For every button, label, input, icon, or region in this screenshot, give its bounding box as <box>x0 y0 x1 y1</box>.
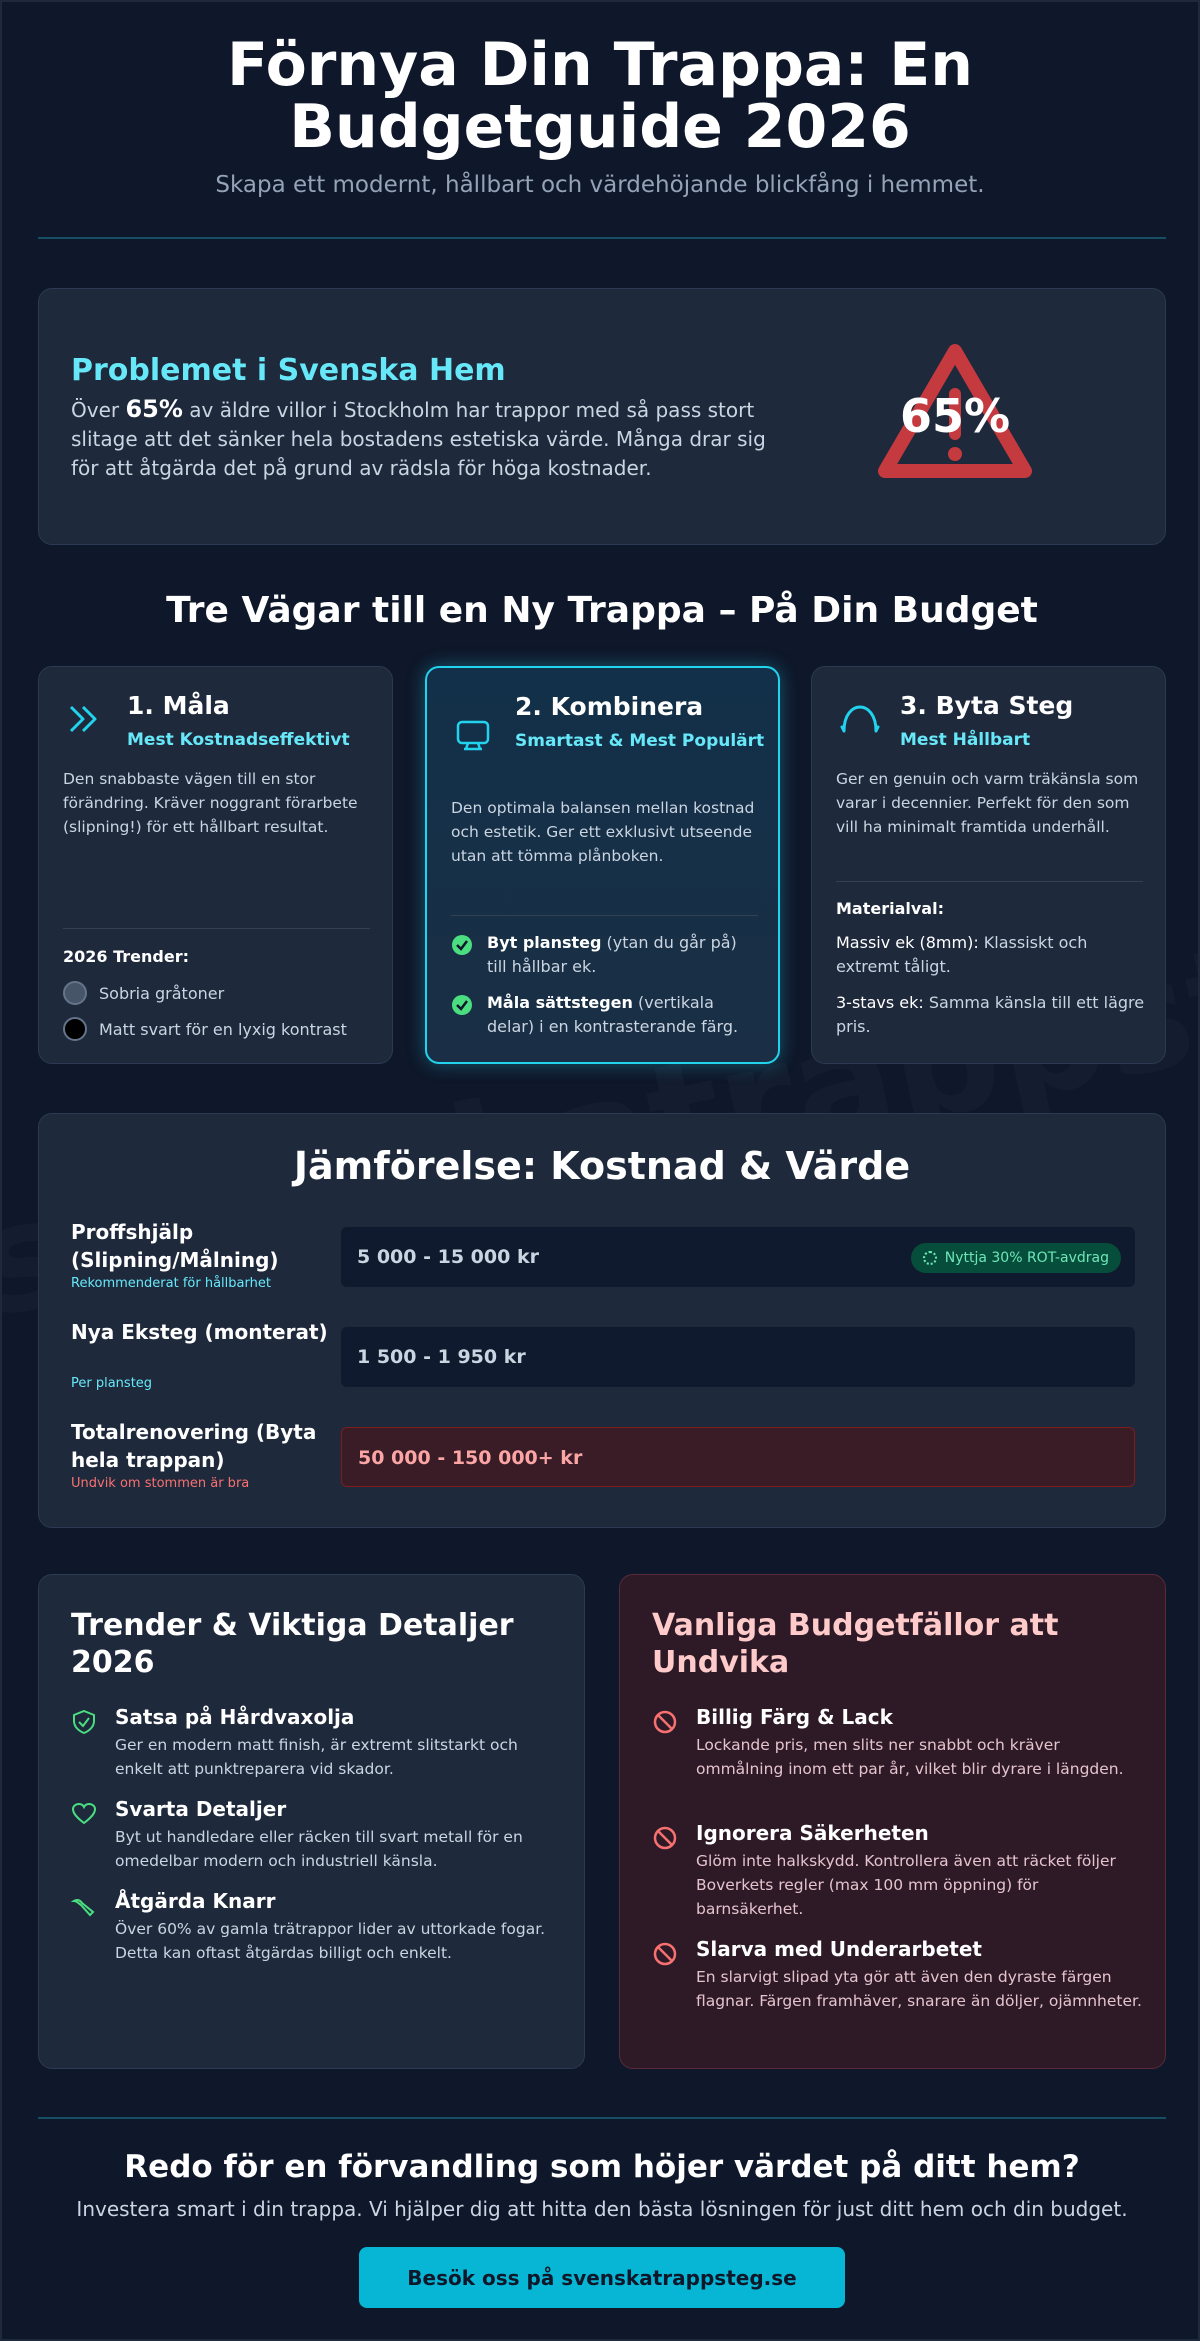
problem-card <box>38 288 1166 545</box>
comparison-row-note: Per plansteg <box>71 1376 153 1391</box>
comparison-row-value-bar <box>341 1327 1135 1387</box>
option-tag: Smartast & Mest Populärt <box>515 731 765 751</box>
traps-title: Vanliga Budgetfällor att Undvika <box>652 1608 1059 1680</box>
trend-item: Svarta Detaljer Byt ut handledare eller räcken till svart metall för en omedelbar modern och industriell känsla. <box>71 1797 561 1873</box>
trends-title: Trender & Viktiga Detaljer 2026 <box>71 1608 514 1680</box>
comparison-row-note: Undvik om stommen är bra <box>71 1476 250 1491</box>
option-title: 2. Kombinera <box>515 692 704 721</box>
trend-item: Åtgärda Knarr Över 60% av gamla trätrappor lider av uttorkade fogar. Detta kan oftast åtgärdas billigt och enkelt. <box>71 1889 561 1965</box>
footer-divider <box>38 2117 1166 2119</box>
option-card-paint <box>38 666 393 1064</box>
comparison-row-label: Nya Eksteg (monterat) <box>71 1320 328 1344</box>
option-divider <box>63 928 370 929</box>
option-description: Ger en genuin och varm träkänsla som varar i decennier. Perfekt för den som vill ha minimalt framtida underhåll. <box>836 770 1139 836</box>
trends-label: 2026 Trender: <box>63 947 189 966</box>
material-label: Materialval: <box>836 899 944 918</box>
monitor-icon <box>455 718 491 754</box>
option-tag: Mest Kostnadseffektivt <box>127 730 350 750</box>
option-card-combine <box>425 666 780 1064</box>
prohibited-icon <box>652 1941 678 1967</box>
check-icon <box>452 935 472 955</box>
header-divider <box>38 237 1166 239</box>
comparison-card <box>38 1113 1166 1528</box>
trap-item: Ignorera Säkerheten Glöm inte halkskydd. Kontrollera även att räcket följer Boverkets regler (max 100 mm öppning) för barnsäkerhet. <box>652 1821 1142 1921</box>
double-chevron-right-icon <box>67 701 103 737</box>
check-icon <box>452 995 472 1015</box>
comparison-row-label: Proffshjälp (Slipning/Målning) <box>71 1220 279 1272</box>
material-item: 3-stavs ek: Samma känsla till ett lägre pris. <box>836 993 1145 1036</box>
heart-icon <box>71 1801 97 1827</box>
problem-text: Över 65% av äldre villor i Stockholm har trappor med så pass stort slitage att det sänker hela bostadens estetiska värde. Många drar sig för att åtgärda det på grund av rädsla för höga kostnader. <box>71 395 766 480</box>
problem-stat: 65% <box>899 389 1011 443</box>
comparison-row-value: 1 500 - 1 950 kr <box>357 1346 526 1368</box>
comparison-row-value: 5 000 - 15 000 kr <box>357 1246 539 1268</box>
comparison-row-label: Totalrenovering (Byta hela trappan) <box>71 1420 317 1472</box>
wrench-icon <box>71 1893 97 1919</box>
comparison-row-note: Rekommenderat för hållbarhet <box>71 1276 271 1291</box>
trend-item: Satsa på Hårdvaxolja Ger en modern matt finish, är extremt slitstarkt och enkelt att punktreparera vid skador. <box>71 1705 561 1781</box>
trends-panel <box>38 1574 585 2069</box>
traps-panel <box>619 1574 1166 2069</box>
trend-swatch-item: Sobria gråtoner <box>63 981 224 1005</box>
comparison-row-value-bar <box>341 1227 1135 1287</box>
trap-item: Slarva med Underarbetet En slarvigt slipad yta gör att även den dyraste färgen flagnar. Färgen framhäver, snarare än döljer, ojämnheter. <box>652 1937 1142 2013</box>
option-divider <box>451 915 758 916</box>
check-item: Byt plansteg (ytan du går på) till hållbar ek. <box>451 931 761 979</box>
problem-highlight: 65% <box>125 395 183 423</box>
page-title: Förnya Din Trappa: En Budgetguide 2026 <box>227 30 973 162</box>
page-subtitle: Skapa ett modernt, hållbart och värdehöjande blickfång i hemmet. <box>215 172 985 198</box>
material-item: Massiv ek (8mm): Klassiskt och extremt tåligt. <box>836 933 1088 976</box>
options-title: Tre Vägar till en Ny Trappa – På Din Budget <box>166 590 1038 631</box>
comparison-title: Jämförelse: Kostnad & Värde <box>293 1144 911 1188</box>
problem-title: Problemet i Svenska Hem <box>71 353 506 388</box>
comparison-row-value-bar <box>341 1427 1135 1487</box>
option-card-replace <box>811 666 1166 1064</box>
option-title: 1. Måla <box>127 691 230 720</box>
option-description: Den optimala balansen mellan kostnad och estetik. Ger ett exklusivt utseende utan att tömma plånboken. <box>451 799 755 865</box>
shield-check-icon <box>71 1709 97 1735</box>
arch-icon <box>840 701 876 737</box>
option-tag: Mest Hållbart <box>900 730 1031 750</box>
color-swatch-gray <box>63 981 87 1005</box>
prohibited-icon <box>652 1825 678 1851</box>
comparison-row-value: 50 000 - 150 000+ kr <box>358 1447 583 1469</box>
page-header <box>2 2 1198 198</box>
option-title: 3. Byta Steg <box>900 691 1074 720</box>
option-divider <box>836 881 1143 882</box>
rot-badge: Nyttja 30% ROT-avdrag <box>911 1243 1121 1273</box>
trend-swatch-item: Matt svart för en lyxig kontrast <box>63 1017 347 1041</box>
option-description: Den snabbaste vägen till en stor förändring. Kräver noggrant förarbete (slipning!) för ett hållbart resultat. <box>63 770 358 836</box>
check-item: Måla sättstegen (vertikala delar) i en kontrasterande färg. <box>451 991 761 1039</box>
cta-subtitle: Investera smart i din trappa. Vi hjälper dig att hitta den bästa lösningen för just ditt hem och din budget. <box>76 2197 1128 2221</box>
color-swatch-black <box>63 1017 87 1041</box>
warning-triangle-icon <box>875 339 1035 489</box>
prohibited-icon <box>652 1709 678 1735</box>
cta-title: Redo för en förvandling som höjer värdet på ditt hem? <box>124 2149 1080 2185</box>
spinner-icon <box>923 1251 937 1265</box>
trap-item: Billig Färg & Lack Lockande pris, men slits ner snabbt och kräver ommålning inom ett par år, vilket blir dyrare i längden. <box>652 1705 1142 1781</box>
visit-website-button[interactable]: Besök oss på svenskatrappsteg.se <box>359 2247 845 2308</box>
